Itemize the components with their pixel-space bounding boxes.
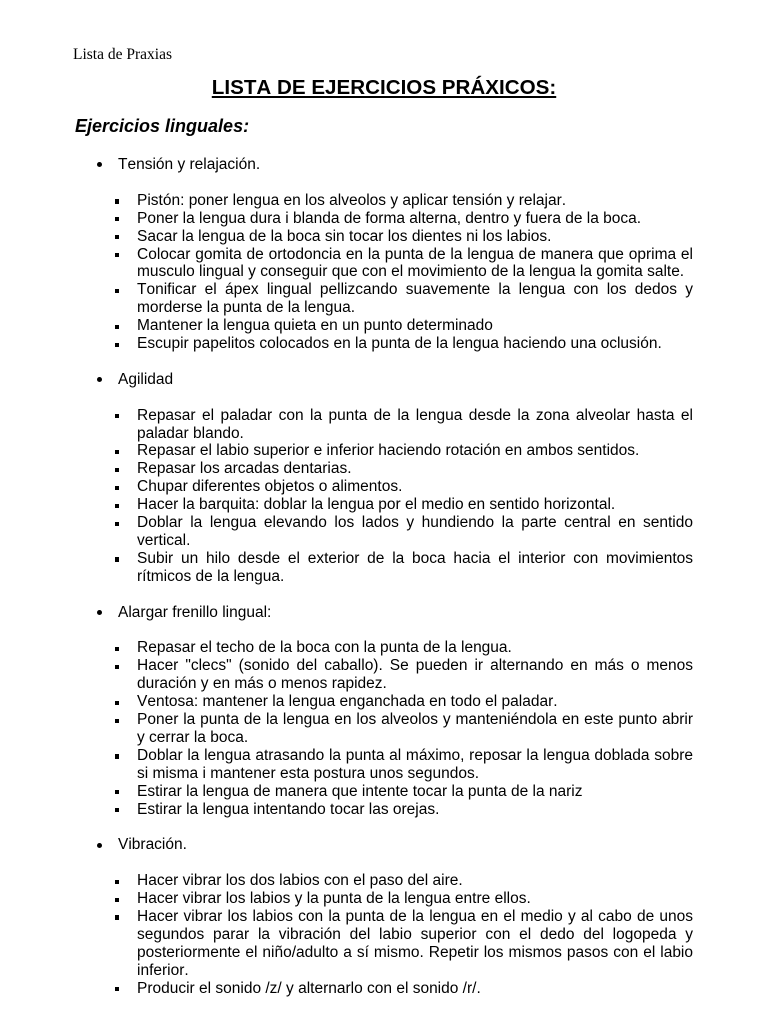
exercise-item-text: Estirar la lengua de manera que intente tocar la punta de la nariz [137,782,583,800]
exercise-item [137,908,693,980]
section [0,604,768,819]
exercise-item [137,442,693,460]
exercise-item-text: Colocar gomita de ortodoncia en la punta de la lengua de manera que oprima el musculo lingual y conseguir que con el movimiento de la lengua la gomita salte. [137,245,693,281]
exercise-content [0,156,768,1015]
square-bullet-icon [115,665,119,669]
exercise-item-text: Repasar el techo de la boca con la punta de la lengua. [137,639,512,657]
exercise-item-text: Hacer "clecs" (sonido del caballo). Se pueden ir alternando en más o menos duración y en más o menos rapidez. [137,657,693,693]
square-bullet-icon [115,898,119,902]
exercise-item-text: Escupir papelitos colocados en la punta de la lengua haciendo una oclusión. [137,335,662,353]
square-bullet-icon [115,199,119,203]
exercise-item-text: Doblar la lengua elevando los lados y hundiendo la parte central en sentido vertical. [137,514,693,549]
exercise-list [0,639,768,818]
exercise-item-text: Subir un hilo desde el exterior de la boca hacia el interior con movimientos rítmicos de la lengua. [137,549,693,585]
exercise-item [137,281,693,317]
square-bullet-icon [115,486,119,490]
exercise-item [137,711,693,747]
exercise-item [137,550,693,586]
square-bullet-icon [115,522,119,526]
page-title-text: LISTA DE EJERCICIOS PRÁXICOS: [211,76,557,99]
bullet-dot-icon [97,610,102,615]
square-bullet-icon [115,987,119,991]
exercise-item-text: Repasar los arcadas dentarias. [137,460,352,478]
exercise-item-text: Ventosa: mantener la lengua enganchada en todo el paladar. [137,693,558,711]
exercise-item [137,210,693,228]
exercise-item-text: Hacer la barquita: doblar la lengua por el medio en sentido horizontal. [137,496,616,514]
exercise-item [137,872,693,890]
exercise-item-text: Hacer vibrar los dos labios con el paso del aire. [137,872,463,890]
exercise-item-text: Repasar el labio superior e inferior haciendo rotación en ambos sentidos. [137,442,640,460]
square-bullet-icon [115,915,119,919]
exercise-item-text: Pistón: poner lengua en los alveolos y aplicar tensión y relajar. [137,191,567,209]
exercise-item [137,478,693,496]
square-bullet-icon [115,808,119,812]
exercise-item [137,639,693,657]
exercise-item-text: Producir el sonido /z/ y alternarlo con el sonido /r/. [137,979,481,997]
exercise-item-text: Sacar la lengua de la boca sin tocar los dientes ni los labios. [137,227,552,245]
exercise-item-text: Repasar el paladar con la punta de la lengua desde la zona alveolar hasta el paladar blando. [137,406,693,442]
square-bullet-icon [115,343,119,347]
square-bullet-icon [115,325,119,329]
exercise-item [137,496,693,514]
square-bullet-icon [115,790,119,794]
exercise-item [137,693,693,711]
exercise-item [137,514,693,550]
exercise-item-text: Poner la punta de la lengua en los alveolos y manteniéndola en este punto abrir y cerrar la boca. [137,710,693,746]
square-bullet-icon [115,557,119,561]
square-bullet-icon [115,880,119,884]
square-bullet-icon [115,450,119,454]
exercise-item [137,335,693,353]
square-bullet-icon [115,719,119,723]
exercise-item-text: Hacer vibrar los labios con la punta de la lengua en el medio y al cabo de unos segundos parar la vibración del labio superior con el dedo del logopeda y posteriormente el niño/adulto a sí mismo. Repetir los mismos pasos con el labio inferior. [137,907,693,979]
exercise-list [0,407,768,586]
exercise-item [137,407,693,443]
square-bullet-icon [115,289,119,293]
exercise-item-text: Doblar la lengua atrasando la punta al máximo, reposar la lengua doblada sobre si misma i mantener esta postura unos segundos. [137,746,693,782]
square-bullet-icon [115,468,119,472]
section [0,836,768,997]
square-bullet-icon [115,754,119,758]
section-heading [0,156,768,174]
exercise-item [137,317,693,335]
square-bullet-icon [115,414,119,418]
section-heading-text: Agilidad [118,370,174,388]
running-header: Lista de Praxias [73,46,173,63]
exercise-item [137,980,693,998]
exercise-item [137,657,693,693]
section-heading-text: Vibración. [118,836,187,854]
square-bullet-icon [115,235,119,239]
exercise-item [137,192,693,210]
exercise-list [0,192,768,353]
section-heading [0,836,768,854]
exercise-item [137,783,693,801]
bullet-dot-icon [97,843,102,848]
exercise-item [137,228,693,246]
exercise-item-text: Hacer vibrar los labios y la punta de la lengua entre ellos. [137,889,531,907]
exercise-item-text: Estirar la lengua intentando tocar las orejas. [137,800,440,818]
exercise-item [137,890,693,908]
exercise-item [137,801,693,819]
section [0,156,768,353]
section-heading [0,371,768,389]
exercise-item-text: Poner la lengua dura i blanda de forma alterna, dentro y fuera de la boca. [137,209,642,227]
exercise-item-text: Chupar diferentes objetos o alimentos. [137,478,403,496]
square-bullet-icon [115,253,119,257]
exercise-item [137,747,693,783]
section-heading [0,604,768,622]
section-heading-text: Tensión y relajación. [118,156,261,173]
subtitle: Ejercicios linguales: [75,115,250,136]
square-bullet-icon [115,701,119,705]
square-bullet-icon [115,217,119,221]
exercise-item-text: Mantener la lengua quieta en un punto determinado [137,317,493,335]
bullet-dot-icon [97,377,102,382]
section-heading-text: Alargar frenillo lingual: [118,603,272,621]
exercise-item [137,460,693,478]
section [0,371,768,586]
bullet-dot-icon [97,162,102,167]
square-bullet-icon [115,504,119,508]
square-bullet-icon [115,647,119,651]
exercise-list [0,872,768,997]
exercise-item [137,246,693,282]
page-title [0,76,768,100]
exercise-item-text: Tonificar el ápex lingual pellizcando suavemente la lengua con los dedos y morderse la punta de la lengua. [137,281,693,317]
